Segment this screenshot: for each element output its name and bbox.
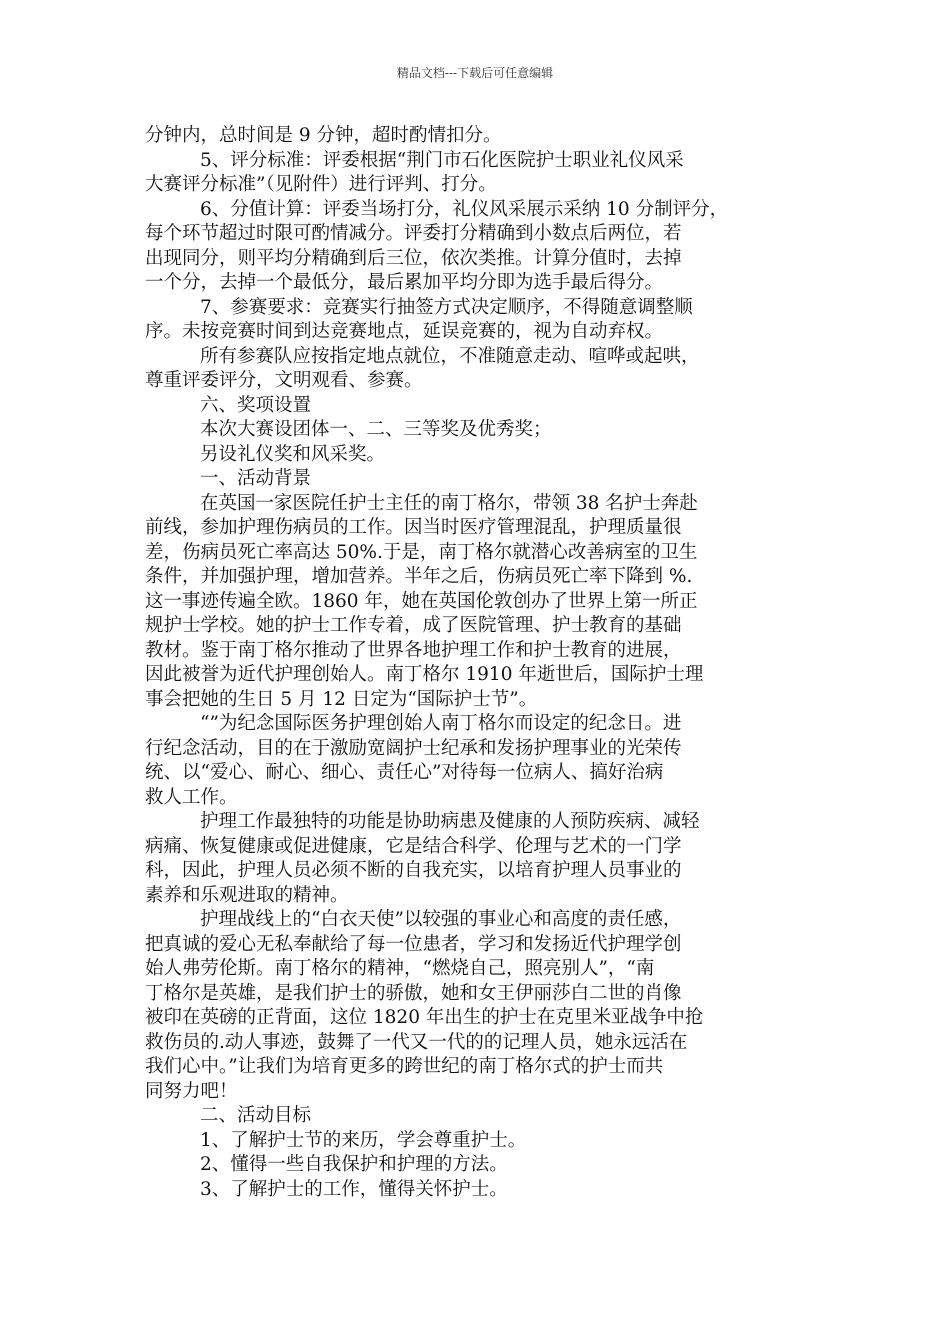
paragraph-line: 规护士学校。她的护士工作专着，成了医院管理、护士教育的基础 <box>145 615 682 636</box>
paragraph-line: 尊重评委评分，文明观看、参赛。 <box>145 370 423 391</box>
paragraph-line: 行纪念活动，目的在于激励宽阔护士纪承和发扬护理事业的光荣传 <box>145 737 682 759</box>
paragraph-line: 差，伤病员死亡率高达 50%.于是，南丁格尔就潜心改善病室的卫生 <box>145 541 698 563</box>
page-header: 精品文档---下载后可任意编辑 <box>396 66 554 80</box>
paragraph-line: 病痛、恢复健康或促进健康，它是结合科学、伦理与艺术的一门学 <box>145 835 682 857</box>
section-heading: 二、活动目标 <box>200 1105 312 1126</box>
paragraph-line: 6、分值计算：评委当场打分，礼仪风采展示采纳 10 分制评分， <box>200 198 729 220</box>
paragraph-line: 序。未按竞赛时间到达竞赛地点，延误竞赛的，视为自动弃权。 <box>145 321 664 342</box>
paragraph-line: 统、以“爱心、耐心、细心、责任心”对待每一位病人、搞好治病 <box>145 762 664 783</box>
paragraph-line: 所有参赛队应按指定地点就位，不准随意走动、喧哗或起哄， <box>200 345 700 367</box>
paragraph-line: 另设礼仪奖和风采奖。 <box>200 443 386 465</box>
paragraph-line: 护理工作最独特的功能是协助病患及健康的人预防疾病、减轻 <box>200 811 700 832</box>
paragraph-line: 同努力吧！ <box>145 1080 238 1102</box>
paragraph-line: 本次大赛设团体一、二、三等奖及优秀奖； <box>200 419 552 440</box>
paragraph-line: 因此被誉为近代护理创始人。南丁格尔 1910 年逝世后，国际护士理 <box>145 664 704 685</box>
paragraph-line: “”为纪念国际医务护理创始人南丁格尔而设定的纪念日。进 <box>200 713 682 734</box>
paragraph-line: 条件，并加强护理，增加营养。半年之后，伤病员死亡率下降到 %. <box>145 566 693 587</box>
list-item: 3、了解护士的工作，懂得关怀护士。 <box>200 1178 508 1200</box>
section-heading: 一、活动背景 <box>200 468 312 489</box>
paragraph-line: 我们心中。”让我们为培育更多的跨世纪的南丁格尔式的护士而共 <box>145 1056 664 1077</box>
list-item: 1、了解护士节的来历，学会尊重护士。 <box>200 1129 527 1151</box>
paragraph-line: 护理战线上的“白衣天使”以较强的事业心和高度的责任感， <box>200 909 682 930</box>
paragraph-line: 在英国一家医院任护士主任的南丁格尔，带领 38 名护士奔赴 <box>200 492 698 514</box>
paragraph-line: 7、参赛要求：竞赛实行抽签方式决定顺序，不得随意调整顺 <box>200 296 693 318</box>
list-item: 2、懂得一些自我保护和护理的方法。 <box>200 1154 508 1175</box>
paragraph-line: 素养和乐观进取的精神。 <box>145 884 349 906</box>
paragraph-line: 被印在英磅的正背面，这位 1820 年出生的护士在克里米亚战争中抢 <box>145 1007 704 1028</box>
paragraph-line: 救人工作。 <box>145 786 238 808</box>
section-heading: 六、奖项设置 <box>200 394 312 416</box>
paragraph-line: 把真诚的爱心无私奉献给了每一位患者，学习和发扬近代护理学创 <box>145 933 682 955</box>
paragraph-line: 一个分，去掉一个最低分，最后累加平均分即为选手最后得分。 <box>145 272 664 293</box>
paragraph-line: 丁格尔是英雄，是我们护士的骄傲，她和女王伊丽莎白二世的肖像 <box>145 982 682 1004</box>
paragraph-line: 科，因此，护理人员必须不断的自我充实，以培育护理人员事业的 <box>145 860 682 881</box>
paragraph-line: 大赛评分标准”（见附件）进行评判、打分。 <box>145 174 497 195</box>
paragraph-line: 5、评分标准：评委根据“荆门市石化医院护士职业礼仪风采 <box>200 149 684 171</box>
paragraph-line: 这一事迹传遍全欧。1860 年，她在英国伦敦创办了世界上第一所正 <box>145 590 698 612</box>
paragraph-line: 救伤员的.动人事迹，鼓舞了一代又一代的的记理人员，她永远活在 <box>145 1031 688 1053</box>
paragraph-line: 事会把她的生日 5 月 12 日定为“国际护士节”。 <box>145 688 538 710</box>
paragraph-line: 前线，参加护理伤病员的工作。因当时医疗管理混乱，护理质量很 <box>145 517 682 538</box>
paragraph-line: 分钟内，总时间是 9 分钟，超时酌情扣分。 <box>145 125 502 146</box>
paragraph-line: 始人弗劳伦斯。南丁格尔的精神，“燃烧自己，照亮别人”，“南 <box>145 958 655 979</box>
paragraph-line: 教材。鉴于南丁格尔推动了世界各地护理工作和护士教育的进展， <box>145 639 682 661</box>
paragraph-line: 出现同分，则平均分精确到后三位，依次类推。计算分值时，去掉 <box>145 247 682 269</box>
paragraph-line: 每个环节超过时限可酌情减分。评委打分精确到小数点后两位，若 <box>145 223 682 244</box>
document-body <box>145 124 817 1202</box>
